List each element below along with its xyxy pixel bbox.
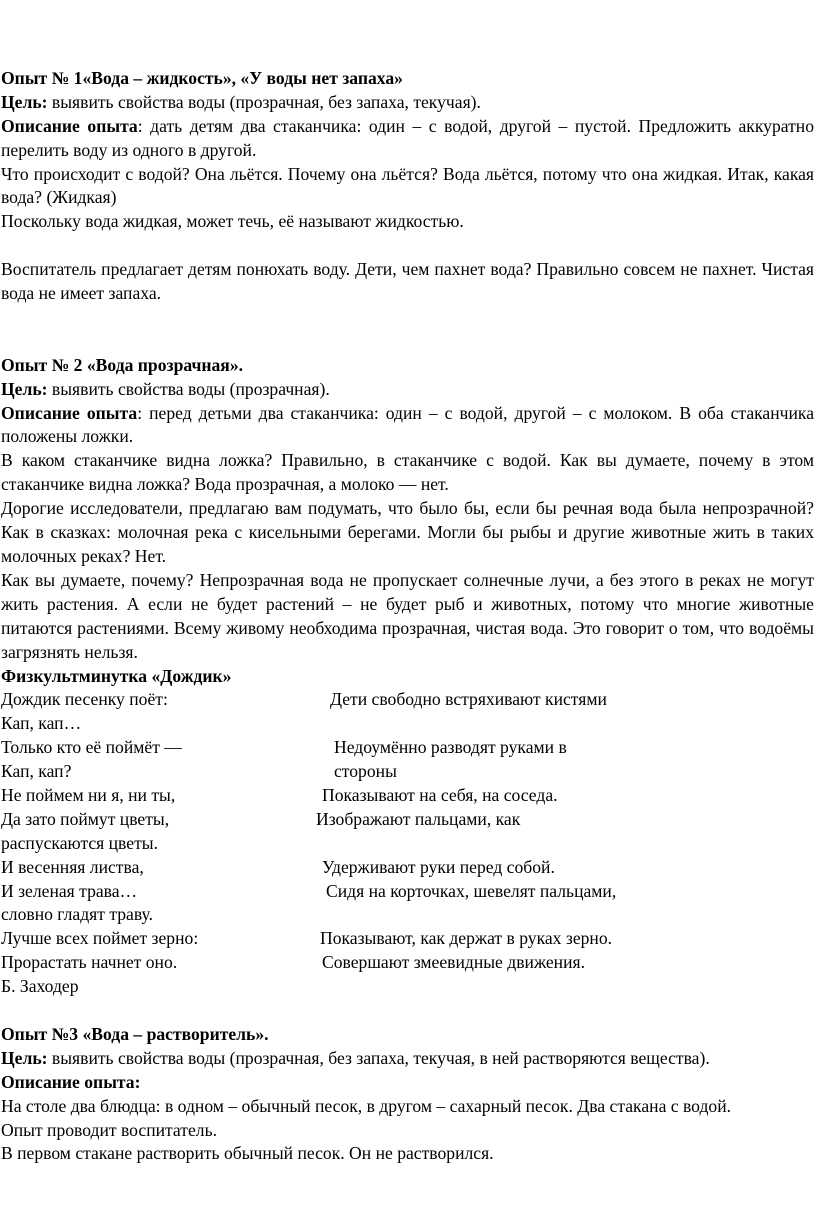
exp3-desc-label: Описание опыта: xyxy=(1,1071,141,1092)
poem-verse: Лучше всех поймет зерно: xyxy=(1,928,199,949)
blank-line xyxy=(0,43,816,67)
poem-line xyxy=(0,903,816,927)
exp1-paragraph-2: Поскольку вода жидкая, может течь, её называют жидкостью. xyxy=(1,211,464,232)
exp1-goal-label: Цель: xyxy=(1,91,48,112)
poem-verse: Прорастать начнет оно. xyxy=(1,952,178,973)
exp3-paragraph-2: Опыт проводит воспитатель. xyxy=(1,1119,217,1140)
poem-verse: Только кто её поймёт — xyxy=(1,737,182,758)
blank-line xyxy=(0,330,816,354)
exp3-goal xyxy=(0,1047,816,1071)
poem-title: Физкультминутка «Дождик» xyxy=(1,665,232,686)
poem-verse: Не поймем ни я, ни ты, xyxy=(1,784,176,805)
exp3-title: Опыт №3 «Вода – растворитель». xyxy=(1,1023,269,1044)
exp2-paragraph-2: Дорогие исследователи, предлагаю вам подумать, что было бы, если бы речная вода была непрозрачной? Как в сказках: молочная река с кисельными берегами. Могли бы рыбы и другие животные жить в таких молочных реках? Нет. xyxy=(1,498,814,566)
poem-line xyxy=(0,784,816,808)
document-page xyxy=(0,43,816,1166)
poem-line xyxy=(0,712,816,736)
poem-action: Удерживают руки перед собой. xyxy=(322,856,555,877)
exp1-paragraph-1: Что происходит с водой? Она льётся. Почему она льётся? Вода льётся, потому что она жидкая. Итак, какая вода? (Жидкая) xyxy=(1,163,814,208)
exp2-goal-label: Цель: xyxy=(1,378,48,399)
poem-verse: словно гладят траву. xyxy=(1,904,153,925)
poem-author: Б. Заходер xyxy=(1,976,79,997)
exp2-title: Опыт № 2 «Вода прозрачная». xyxy=(1,354,244,375)
blank-line xyxy=(0,306,816,330)
exp3-paragraph-3: В первом стакане растворить обычный песок. Он не растворился. xyxy=(1,1143,494,1164)
blank-line xyxy=(0,234,816,258)
exp2-description xyxy=(0,402,816,450)
poem-action: Недоумённо разводят руками в xyxy=(334,737,567,758)
exp2-paragraph-1: В каком стаканчике видна ложка? Правильно, в стаканчике с водой. Как вы думаете, почему в этом стаканчике видна ложка? Вода прозрачная, а молоко — нет. xyxy=(1,450,814,495)
exp2-paragraph-3: Как вы думаете, почему? Непрозрачная вода не пропускает солнечные лучи, а без этого в реках не могут жить растения. А если не будет растений – не будет рыб и животных, потому что многие животные питаются растениями. Всему живому необходима прозрачная, чистая вода. Это говорит о том, что водоёмы загрязнять нельзя. xyxy=(1,569,814,662)
poem-action: Совершают змеевидные движения. xyxy=(322,952,585,973)
poem-verse: И зеленая трава… xyxy=(1,880,138,901)
exp2-goal xyxy=(0,378,816,402)
poem-line xyxy=(0,736,816,760)
poem-action: Сидя на корточках, шевелят пальцами, xyxy=(326,880,617,901)
exp1-paragraph-3: Воспитатель предлагает детям понюхать воду. Дети, чем пахнет вода? Правильно совсем не пахнет. Чистая вода не имеет запаха. xyxy=(1,259,814,304)
poem-verse: Да зато поймут цветы, xyxy=(1,808,170,829)
poem-action: Показывают, как держат в руках зерно. xyxy=(320,928,613,949)
poem-line xyxy=(0,927,816,951)
poem-verse: распускаются цветы. xyxy=(1,832,158,853)
poem-line xyxy=(0,880,816,904)
exp2-desc-label: Описание опыта xyxy=(1,402,138,423)
exp1-desc-label: Описание опыта xyxy=(1,115,138,136)
exp2-desc-text: : перед детьми два стаканчика: один – с водой, другой – с молоком. В оба стаканчика положены ложки. xyxy=(1,402,815,447)
exp2-goal-text: выявить свойства воды (прозрачная). xyxy=(47,378,330,399)
poem-action: стороны xyxy=(334,761,397,782)
exp1-title: Опыт № 1«Вода – жидкость», «У воды нет запаха» xyxy=(1,67,403,88)
poem-line xyxy=(0,808,816,832)
poem-verse: И весенняя листва, xyxy=(1,856,144,877)
exp1-desc-text: : дать детям два стаканчика: один – с водой, другой – пустой. Предложить аккуратно перелить воду из одного в другой. xyxy=(1,115,814,160)
exp3-goal-label: Цель: xyxy=(1,1047,48,1068)
exp1-description xyxy=(0,115,816,163)
poem-line xyxy=(0,856,816,880)
exp3-goal-text: выявить свойства воды (прозрачная, без запаха, текучая, в ней растворяются вещества). xyxy=(47,1047,710,1068)
poem-action: Дети свободно встряхивают кистями xyxy=(330,689,607,710)
exp1-goal xyxy=(0,91,816,115)
poem-action: Изображают пальцами, как xyxy=(316,808,521,829)
exp1-goal-text: выявить свойства воды (прозрачная, без запаха, текучая). xyxy=(47,91,481,112)
blank-line xyxy=(0,999,816,1023)
poem-line xyxy=(0,688,816,712)
poem-verse: Кап, кап… xyxy=(1,713,82,734)
poem-line xyxy=(0,832,816,856)
poem-line xyxy=(0,951,816,975)
poem-verse: Дождик песенку поёт: xyxy=(1,689,168,710)
poem-line xyxy=(0,760,816,784)
poem-action: Показывают на себя, на соседа. xyxy=(322,784,558,805)
poem-verse: Кап, кап? xyxy=(1,761,72,782)
exp3-paragraph-1: На столе два блюдца: в одном – обычный песок, в другом – сахарный песок. Два стакана с водой. xyxy=(1,1095,732,1116)
